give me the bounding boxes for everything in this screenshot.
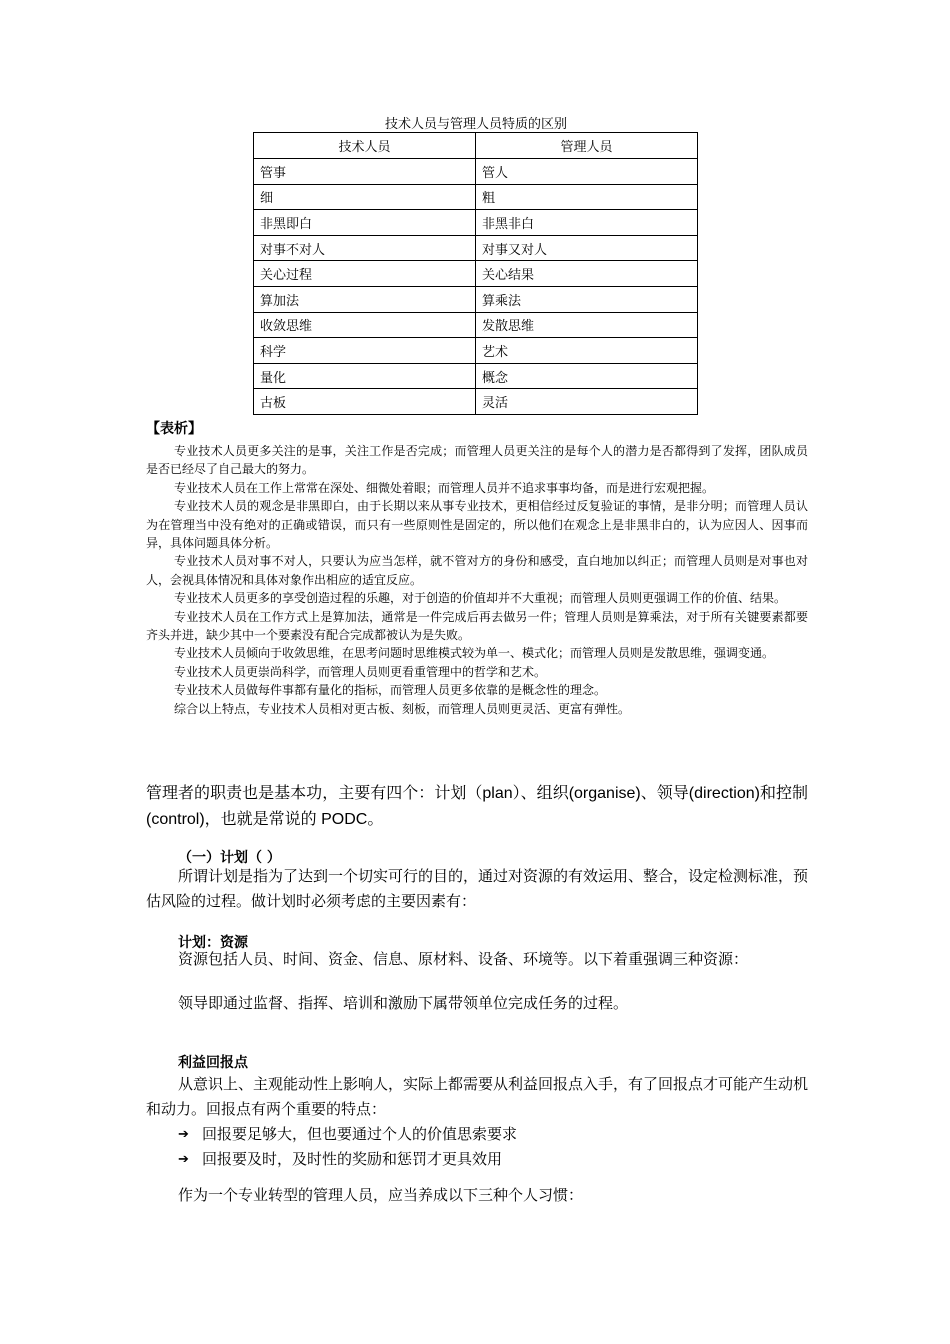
table-cell: 科学	[254, 338, 476, 364]
analysis-section	[146, 442, 808, 718]
bullet-text: 回报要足够大，但也要通过个人的价值思索要求	[202, 1125, 518, 1143]
analysis-paragraph: 专业技术人员在工作方式上是算加法，通常是一件完成后再去做另一件；管理人员则是算乘法，对于所有关键要素都要齐头并进，缺少其中一个要素没有配合完成都被认为是失败。	[146, 609, 808, 643]
arrow-right-icon: ➔	[178, 1127, 189, 1142]
analysis-paragraph: 专业技术人员倾向于收敛思维，在思考问题时思维模式较为单一、模式化；而管理人员则是发散思维，强调变通。	[174, 646, 775, 661]
resources-text: 资源包括人员、时间、资金、信息、原材料、设备、环境等。以下着重强调三种资源：	[178, 950, 749, 968]
table-row	[254, 261, 698, 287]
closing-section	[146, 1183, 808, 1208]
arrow-right-icon: ➔	[178, 1152, 189, 1167]
table-cell: 算乘法	[476, 286, 698, 312]
closing-text: 作为一个专业转型的管理人员，应当养成以下三种个人习惯：	[178, 1186, 584, 1204]
table-cell: 细	[254, 184, 476, 210]
table-row	[254, 338, 698, 364]
duties-section	[146, 781, 808, 833]
table-cell: 概念	[476, 363, 698, 389]
table-row	[254, 363, 698, 389]
comparison-table	[253, 132, 698, 415]
table-cell: 发散思维	[476, 312, 698, 338]
table-row	[254, 286, 698, 312]
column-header-tech: 技术人员	[254, 133, 476, 159]
table-cell: 收敛思维	[254, 312, 476, 338]
table-row	[254, 312, 698, 338]
bullet-text: 回报要及时，及时性的奖励和惩罚才更具效用	[202, 1150, 503, 1168]
returns-section	[146, 1072, 808, 1172]
analysis-paragraph: 专业技术人员在工作上常常在深处、细微处着眼；而管理人员并不追求事事均备，而是进行宏观把握。	[174, 480, 715, 495]
table-cell: 艺术	[476, 338, 698, 364]
leadership-text: 领导即通过监督、指挥、培训和激励下属带领单位完成任务的过程。	[178, 994, 629, 1012]
table-cell: 算加法	[254, 286, 476, 312]
table-cell: 关心过程	[254, 261, 476, 287]
table-cell: 古板	[254, 389, 476, 415]
analysis-paragraph: 专业技术人员对事不对人，只要认为应当怎样，就不管对方的身份和感受，直白地加以纠正；而管理人员则是对事也对人，会视具体情况和具体对象作出相应的适宜反应。	[146, 554, 808, 587]
analysis-paragraph: 专业技术人员更多的享受创造过程的乐趣，对于创造的价值却并不大重视；而管理人员则更强调工作的价值、结果。	[174, 591, 787, 606]
resources-section	[146, 947, 808, 972]
table-cell: 灵活	[476, 389, 698, 415]
table-cell: 管事	[254, 159, 476, 185]
table-cell: 量化	[254, 363, 476, 389]
analysis-paragraph: 专业技术人员做每件事都有量化的指标，而管理人员更多依靠的是概念性的理念。	[174, 683, 607, 698]
plan-heading: （一）计划（ ）	[178, 850, 281, 866]
table-row	[254, 210, 698, 236]
list-item	[146, 1147, 808, 1172]
table-cell: 非黑即白	[254, 210, 476, 236]
table-cell: 非黑非白	[476, 210, 698, 236]
table-cell: 关心结果	[476, 261, 698, 287]
column-header-manager: 管理人员	[476, 133, 698, 159]
returns-heading: 利益回报点	[178, 1055, 248, 1071]
table-row	[254, 389, 698, 415]
returns-text: 从意识上、主观能动性上影响人，实际上都需要从利益回报点入手，有了回报点才可能产生动机和动力。回报点有两个重要的特点：	[146, 1075, 809, 1118]
table-header-row	[254, 133, 698, 159]
analysis-paragraph: 专业技术人员的观念是非黑即白，由于长期以来从事专业技术，更相信经过反复验证的事情，是非分明；而管理人员认为在管理当中没有绝对的正确或错误，而只有一些原则性是固定的，所以他们在观念上是非黑非白的，认为应因人、因事而异，具体问题具体分析。	[146, 499, 808, 551]
analysis-title: 【表析】	[146, 421, 202, 437]
analysis-paragraph: 综合以上特点，专业技术人员相对更古板、刻板，而管理人员则更灵活、更富有弹性。	[174, 701, 631, 716]
table-row	[254, 235, 698, 261]
analysis-paragraph: 专业技术人员更多关注的是事，关注工作是否完成；而管理人员更关注的是每个人的潜力是否都得到了发挥，团队成员是否已经尽了自己最大的努力。	[146, 444, 808, 477]
table-cell: 对事又对人	[476, 235, 698, 261]
table-row	[254, 184, 698, 210]
analysis-paragraph: 专业技术人员更崇尚科学，而管理人员则更看重管理中的哲学和艺术。	[174, 664, 547, 679]
table-row	[254, 159, 698, 185]
list-item	[146, 1122, 808, 1147]
plan-section	[146, 864, 808, 914]
table-caption: 技术人员与管理人员特质的区别	[384, 117, 567, 132]
plan-definition: 所谓计划是指为了达到一个切实可行的目的，通过对资源的有效运用、整合，设定检测标准，预估风险的过程。做计划时必须考虑的主要因素有：	[146, 867, 809, 910]
duties-paragraph: 管理者的职责也是基本功，主要有四个：计划（plan）、组织(organise)、领导(direction)和控制(control)，也就是常说的 PODC。	[146, 785, 808, 828]
table-cell: 粗	[476, 184, 698, 210]
resources-heading: 计划：资源	[178, 935, 248, 951]
leadership-section	[146, 991, 808, 1016]
table-cell: 管人	[476, 159, 698, 185]
table-cell: 对事不对人	[254, 235, 476, 261]
